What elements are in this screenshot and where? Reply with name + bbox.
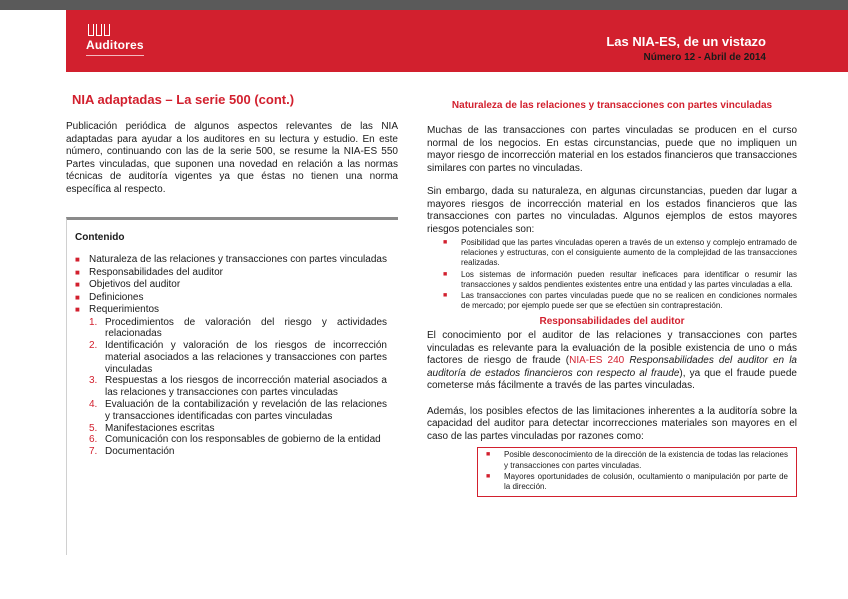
list-item: ■ Los sistemas de información pueden resultar ineficaces para identificar o resumir las transacciones y saldos pendientes existentes entre una entidad y las partes vinculadas a ella.: [443, 269, 797, 289]
toc-item[interactable]: ■ Naturaleza de las relaciones y transacciones con partes vinculadas: [75, 254, 387, 265]
bullet-icon: ■: [486, 451, 491, 459]
toc-item[interactable]: ■ Requerimientos: [75, 304, 160, 315]
issue-number: Número 12 - Abril de 2014: [643, 52, 766, 63]
list-item: ■ Posibilidad que las partes vinculadas operen a través de un extenso y complejo entramado de relaciones y estructuras, con el consiguiente aumento de la complejidad de las transacciones realizadas.: [443, 238, 797, 268]
intro-paragraph: Publicación periódica de algunos aspectos relevantes de las NIA adaptadas para ayudar a los auditores en su lectura y estudio. En este número, continuando con las de la serie 500, se resume la NIA-ES 550 Partes vinculadas, que suponen una novedad en relación a las normas técnicas de auditoría vigentes ya que éstas no tienen una norma específica al respecto.: [66, 121, 398, 195]
contents-title: Contenido: [75, 232, 125, 243]
nia-es-240-link[interactable]: NIA-ES 240: [569, 355, 625, 367]
paragraph-4: Además, los posibles efectos de las limitaciones inherentes a la auditoría sobre la capacidad del auditor para detectar incorrecciones materiales son mayores en el caso de las partes vinculadas por razones como:: [427, 405, 797, 442]
list-item: ■ Mayores oportunidades de colusión, ocultamiento o manipulación por parte de la dirección.: [486, 471, 788, 492]
list-item: ■ Posible desconocimiento de la dirección de la existencia de todas las relaciones y transacciones con partes vinculadas.: [486, 450, 788, 470]
bullet-icon: ■: [486, 472, 491, 480]
toc-subitem[interactable]: 3. Respuestas a los riesgos de incorrección material asociados a las relaciones y transacciones con partes vinculadas: [89, 375, 387, 399]
toc-item[interactable]: ■ Objetivos del auditor: [75, 279, 181, 290]
left-column: [66, 92, 398, 196]
toc-subitem[interactable]: 6. Comunicación con los responsables de gobierno de la entidad: [89, 434, 381, 446]
toc-subitem[interactable]: 5. Manifestaciones escritas: [89, 422, 215, 434]
paragraph-3: El conocimiento por el auditor de las relaciones y transacciones con partes vinculadas es relevante para la evaluación de la posible existencia de uno o más factores de riesgo de fraude (NIA-ES 240 Responsabilidades del auditor en la auditoría de estados financieros con respecto al fraude), ya que el fraude puede cometerse más fácilmente a través de las partes vinculadas.: [427, 330, 797, 392]
limitations-box: [477, 447, 797, 497]
section-heading-responsibilities: Responsabilidades del auditor: [539, 316, 685, 328]
paragraph-1: Muchas de las transacciones con partes vinculadas se producen en el curso normal de los negocios. En estas circunstancias, puede que no impliquen un mayor riesgo de incorrección material en los estados financieros que transacciones similares con partes no vinculadas.: [427, 125, 797, 174]
brand-name: Auditores: [86, 38, 144, 52]
header-banner: [66, 10, 848, 72]
bullet-icon: ■: [443, 239, 448, 246]
bullet-icon: ■: [443, 270, 448, 278]
contents-box: [66, 217, 398, 555]
bullet-icon: ■: [75, 255, 80, 264]
list-item: ■ Las transacciones con partes vinculadas puede que no se realicen en condiciones normales de mercado; por ejemplo puede ser que se efectúen sin contraprestación.: [443, 291, 797, 311]
bullet-icon: ■: [75, 267, 80, 277]
section-heading-nature: Naturaleza de las relaciones y transacciones con partes vinculadas: [451, 100, 773, 111]
table-of-contents: [75, 254, 387, 458]
top-strip: [0, 0, 848, 10]
bullet-icon: ■: [75, 305, 80, 314]
toc-subitem[interactable]: 7. Documentación: [89, 446, 175, 458]
bullet-icon: ■: [75, 292, 80, 302]
toc-subitem[interactable]: 1. Procedimientos de valoración del riesgo y actividades relacionadas: [89, 316, 387, 340]
paragraph-2: Sin embargo, dada su naturaleza, en algunas circunstancias, pueden dar lugar a mayores riesgos de incorrección material en los estados financieros que las transacciones con partes no vinculadas. Algunos ejemplos de estos mayores riesgos potenciales son:: [427, 186, 797, 235]
brand-logo: [86, 24, 144, 56]
newsletter-title: Las NIA-ES, de un vistazo: [606, 34, 766, 49]
bullet-icon: ■: [75, 280, 80, 289]
logo-underline: [86, 53, 144, 56]
page-title: NIA adaptadas – La serie 500 (cont.): [72, 92, 295, 107]
bullet-icon: ■: [443, 292, 448, 300]
risk-bullet-list: [443, 238, 797, 311]
toc-subitem[interactable]: 2. Identificación y valoración de los riesgos de incorrección material asociados a las relaciones y transacciones con partes vinculadas: [89, 340, 387, 375]
toc-item[interactable]: ■ Definiciones: [75, 291, 144, 303]
toc-item[interactable]: ■ Responsabilidades del auditor: [75, 266, 223, 278]
logo-mark-icon: [88, 24, 144, 36]
right-column: [427, 100, 797, 497]
toc-subitem[interactable]: 4. Evaluación de la contabilización y revelación de las relaciones y transacciones identificadas con partes vinculadas: [89, 399, 387, 422]
